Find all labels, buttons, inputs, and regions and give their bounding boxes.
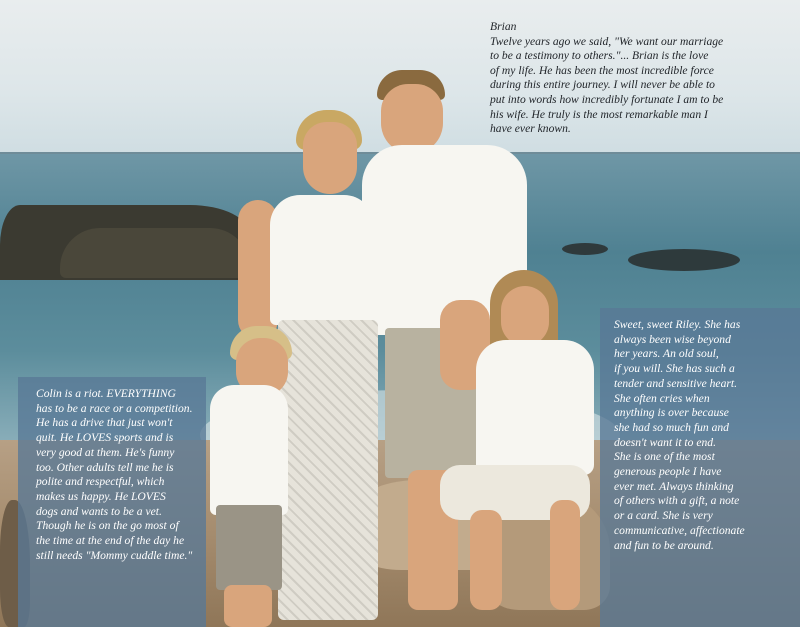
mother-top (270, 195, 374, 325)
mother-skirt (278, 320, 378, 620)
left-rock-ledge (60, 228, 250, 278)
colin-legs (224, 585, 272, 627)
colin-caption-line: makes us happy. He LOVES (36, 489, 166, 503)
colin-caption-line: dogs and wants to be a vet. (36, 504, 162, 518)
riley-caption-line: generous people I have (614, 465, 722, 479)
riley-caption-box (600, 308, 800, 627)
riley-caption (614, 318, 790, 553)
riley-caption-line: She often cries when (614, 391, 710, 405)
riley-caption-line: her years. An old soul, (614, 347, 719, 361)
riley-caption-line: tender and sensitive heart. (614, 376, 737, 390)
colin-caption-line: quit. He LOVES sports and is (36, 431, 174, 445)
riley-caption-line: doesn't want it to end. (614, 435, 716, 449)
brian-caption-line: Twelve years ago we said, "We want our marriage (490, 34, 724, 48)
riley-leg (470, 510, 502, 610)
colin-caption-line: has to be a race or a competition. (36, 401, 193, 415)
riley-caption-line: if you will. She has such a (614, 362, 735, 376)
riley-caption-line: ever met. Always thinking (614, 479, 734, 493)
brian-caption-line: of my life. He has been the most incredible force (490, 63, 714, 77)
riley-shirt (476, 340, 594, 475)
brian-caption-line: put into words how incredibly fortunate I am to be (490, 92, 724, 106)
father-face (381, 84, 443, 154)
brian-caption-name: Brian (490, 20, 517, 33)
riley-caption-line: Sweet, sweet Riley. She has (614, 318, 741, 331)
riley-caption-line: of others with a gift, a note (614, 494, 740, 508)
colin-caption-line: still needs "Mommy cuddle time." (36, 548, 193, 562)
riley-leg (550, 500, 580, 610)
brian-caption-line: his wife. He truly is the most remarkable man I (490, 107, 708, 121)
colin-caption-line: polite and respectful, which (36, 475, 165, 489)
colin-caption-line: He has a drive that just won't (36, 416, 173, 430)
brian-caption-line: to be a testimony to others."... Brian is the love (490, 49, 709, 63)
colin-caption-box (18, 377, 206, 627)
mother-face (303, 122, 357, 194)
colin-caption-line: very good at them. He's funny (36, 445, 175, 459)
colin-caption-line: Though he is on the go most of (36, 519, 179, 533)
riley-caption-line: she had so much fun and (614, 420, 729, 434)
riley-caption-line: or a card. She is very (614, 509, 713, 523)
colin-caption-line: the time at the end of the day he (36, 534, 185, 548)
colin-caption-line: too. Other adults tell me he is (36, 460, 174, 474)
brian-caption (490, 20, 790, 137)
colin-shorts (216, 505, 282, 590)
riley-face (501, 286, 549, 346)
colin-caption (36, 387, 206, 563)
riley-caption-line: always been wise beyond (614, 332, 731, 346)
riley-caption-line: anything is over because (614, 406, 729, 420)
riley-caption-line: communicative, affectionate (614, 523, 745, 537)
colin-shirt (210, 385, 288, 515)
distant-rock-small (562, 243, 608, 255)
distant-rock (628, 249, 740, 271)
riley-caption-line: and fun to be around. (614, 538, 714, 552)
colin-caption-line: Colin is a riot. EVERYTHING (36, 387, 176, 400)
brian-caption-line: during this entire journey. I will never be able to (490, 78, 715, 92)
riley-caption-line: She is one of the most (614, 450, 715, 464)
brian-caption-line: have ever known. (490, 122, 571, 136)
